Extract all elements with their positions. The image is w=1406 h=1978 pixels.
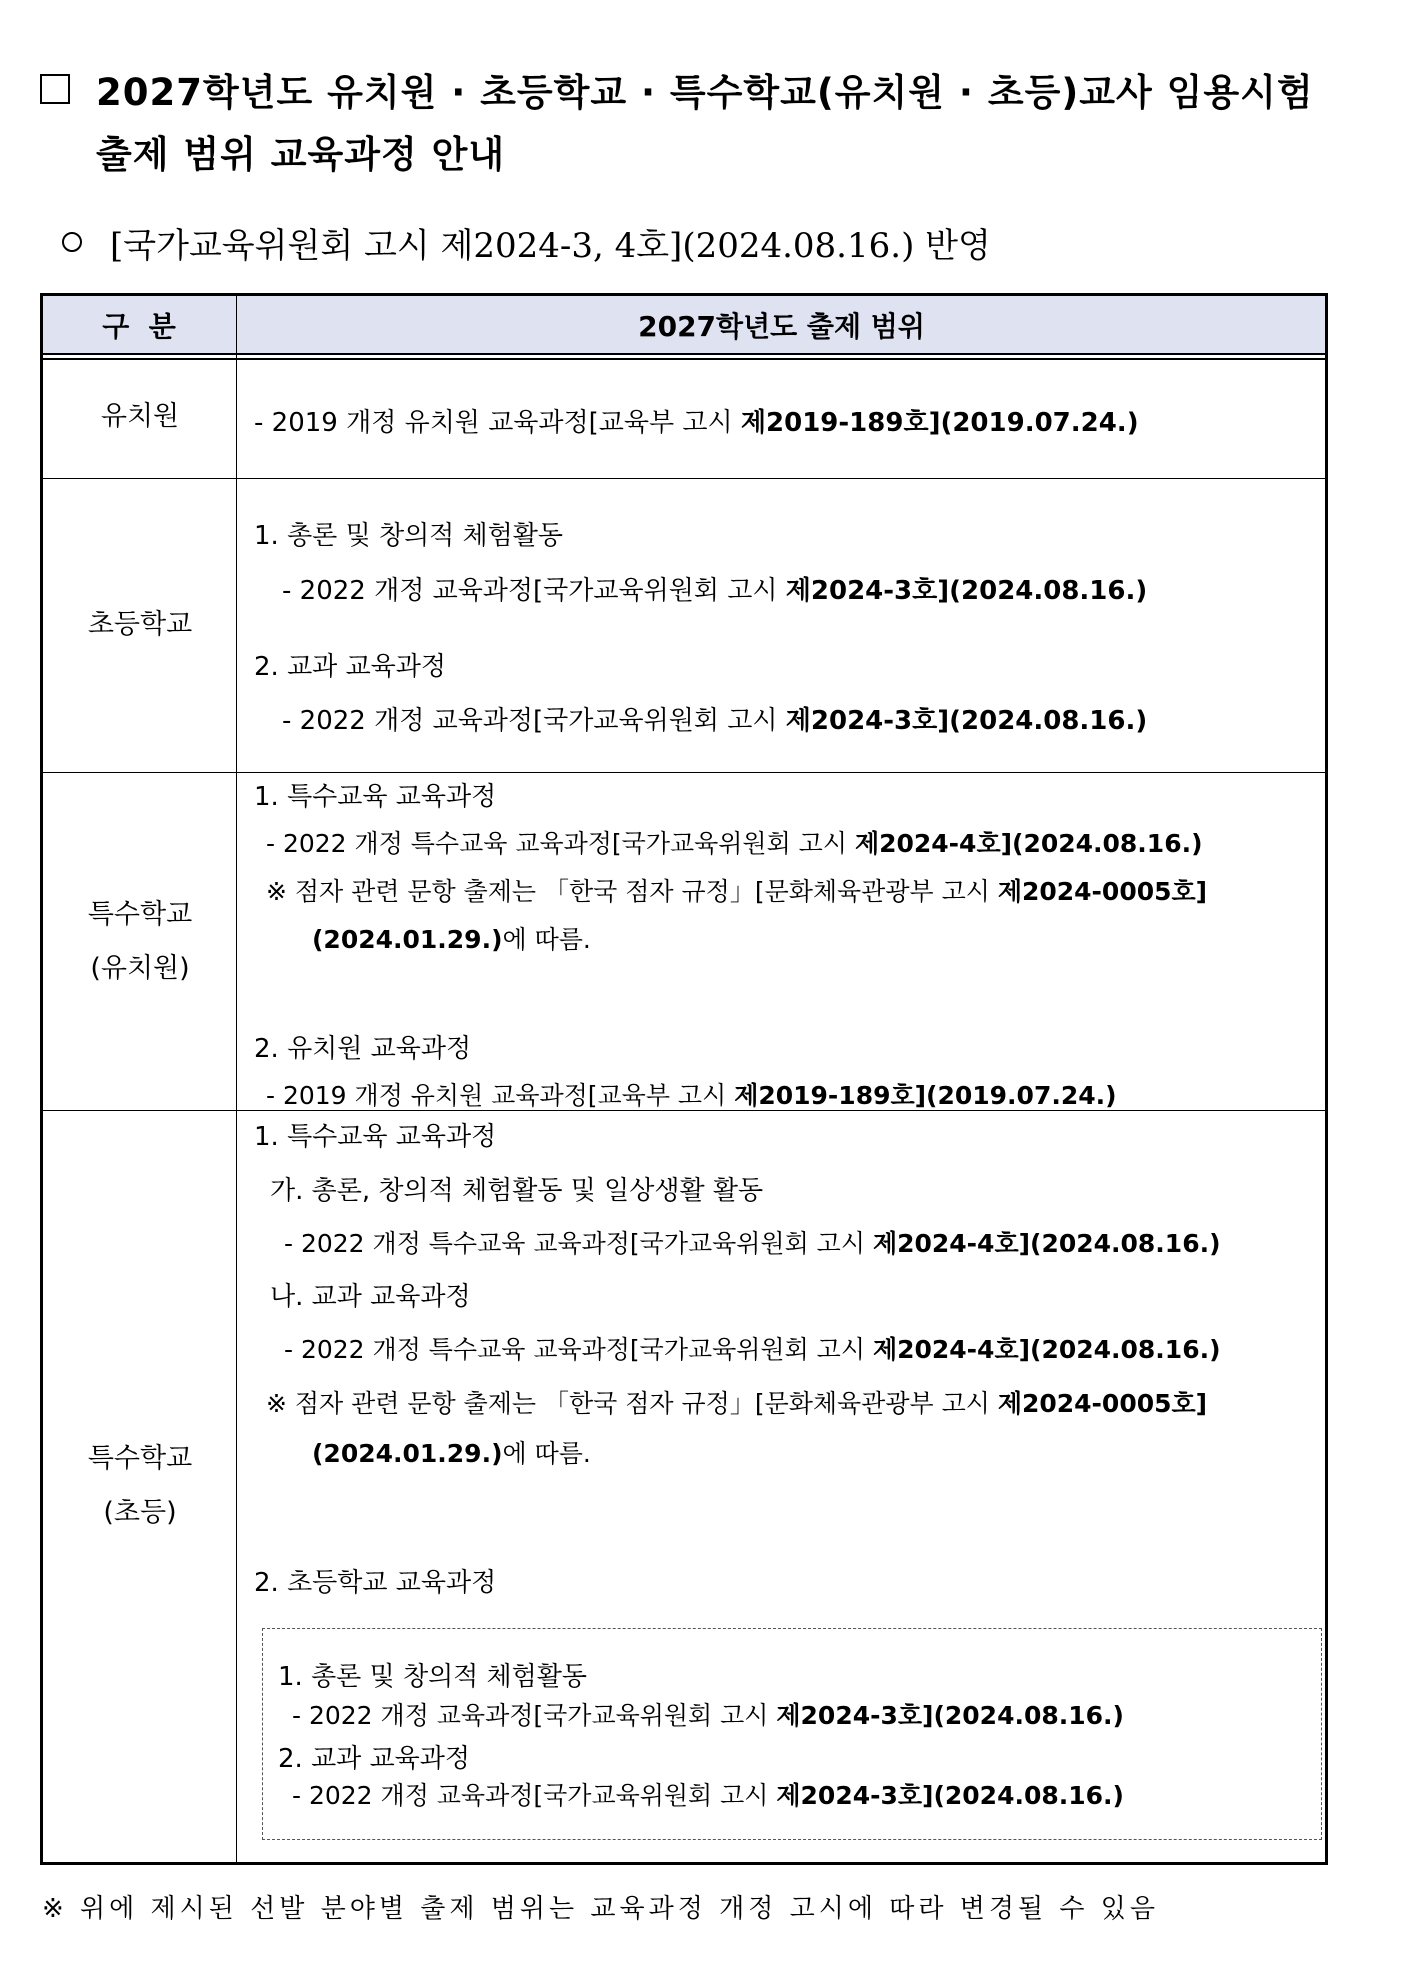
special-kindergarten-item-1-detail: - 2022 개정 특수교육 교육과정[국가교육위원회 고시 제2024-4호](2024.08.16.): [266, 829, 1203, 858]
elementary-item-2-detail: - 2022 개정 교육과정[국가교육위원회 고시 제2024-3호](2024.08.16.): [282, 706, 1148, 736]
special-elementary-item-1b-detail: - 2022 개정 특수교육 교육과정[국가교육위원회 고시 제2024-4호](2024.08.16.): [284, 1335, 1221, 1364]
special-kindergarten-item-2: 2. 유치원 교육과정: [254, 1034, 472, 1064]
table-right-border: [1325, 293, 1328, 1865]
table-bottom-border: [40, 1862, 1328, 1865]
special-elementary-item-1: 1. 특수교육 교육과정: [254, 1122, 497, 1152]
special-elementary-braille-note-2: (2024.01.29.)에 따름.: [312, 1439, 591, 1468]
elementary-item-1: 1. 총론 및 창의적 체험활동: [254, 521, 564, 551]
title-line-1: 2027학년도 유치원 · 초등학교 · 특수학교(유치원 · 초등)교사 임용시험: [96, 71, 1314, 114]
kindergarten-curriculum: - 2019 개정 유치원 교육과정[교육부 고시 제2019-189호](2019.07.24.): [254, 408, 1139, 438]
header-category: 구 분: [102, 310, 176, 343]
footnote: ※ 위에 제시된 선발 분야별 출제 범위는 교육과정 개정 고시에 따라 변경될 수 있음: [42, 1894, 1159, 1924]
special-kindergarten-braille-note-2: (2024.01.29.)에 따름.: [312, 925, 591, 954]
special-elementary-item-1a-detail: - 2022 개정 특수교육 교육과정[국가교육위원회 고시 제2024-4호](2024.08.16.): [284, 1229, 1221, 1258]
circle-bullet-icon: [62, 232, 82, 252]
table-left-border: [40, 293, 43, 1865]
category-elementary: 초등학교: [87, 609, 193, 640]
box-item-1: 1. 총론 및 창의적 체험활동: [278, 1662, 588, 1692]
special-elementary-item-1b: 나. 교과 교육과정: [270, 1282, 471, 1312]
category-special-elementary-2: (초등): [103, 1497, 177, 1528]
special-kindergarten-item-1: 1. 특수교육 교육과정: [254, 782, 497, 812]
table-top-border: [40, 293, 1328, 296]
header-scope: 2027학년도 출제 범위: [638, 310, 925, 343]
header-divider-1: [40, 353, 1328, 355]
title-line-2: 출제 범위 교육과정 안내: [96, 133, 506, 176]
checkbox-square-icon: [40, 74, 70, 104]
special-elementary-item-2: 2. 초등학교 교육과정: [254, 1568, 497, 1598]
header-divider-2: [40, 358, 1328, 360]
category-special-kindergarten-2: (유치원): [90, 953, 190, 984]
elementary-item-2: 2. 교과 교육과정: [254, 652, 447, 682]
category-special-kindergarten-1: 특수학교: [87, 899, 193, 930]
category-kindergarten: 유치원: [100, 401, 180, 432]
box-item-1-detail: - 2022 개정 교육과정[국가교육위원회 고시 제2024-3호](2024.08.16.): [292, 1701, 1124, 1730]
notice-line: [국가교육위원회 고시 제2024-3, 4호](2024.08.16.) 반영: [110, 226, 991, 266]
row-divider-2: [40, 772, 1328, 773]
box-item-2: 2. 교과 교육과정: [278, 1744, 471, 1774]
special-elementary-braille-note: ※ 점자 관련 문항 출제는 「한국 점자 규정」[문화체육관광부 고시 제2024-0005호]: [266, 1389, 1208, 1418]
special-elementary-item-1a: 가. 총론, 창의적 체험활동 및 일상생활 활동: [270, 1176, 764, 1206]
row-divider-1: [40, 478, 1328, 479]
category-special-elementary-1: 특수학교: [87, 1443, 193, 1474]
special-kindergarten-braille-note: ※ 점자 관련 문항 출제는 「한국 점자 규정」[문화체육관광부 고시 제2024-0005호]: [266, 877, 1208, 906]
special-kindergarten-item-2-detail: - 2019 개정 유치원 교육과정[교육부 고시 제2019-189호](2019.07.24.): [266, 1081, 1117, 1110]
table-column-divider: [236, 293, 237, 1865]
box-item-2-detail: - 2022 개정 교육과정[국가교육위원회 고시 제2024-3호](2024.08.16.): [292, 1781, 1124, 1810]
elementary-item-1-detail: - 2022 개정 교육과정[국가교육위원회 고시 제2024-3호](2024.08.16.): [282, 576, 1148, 606]
